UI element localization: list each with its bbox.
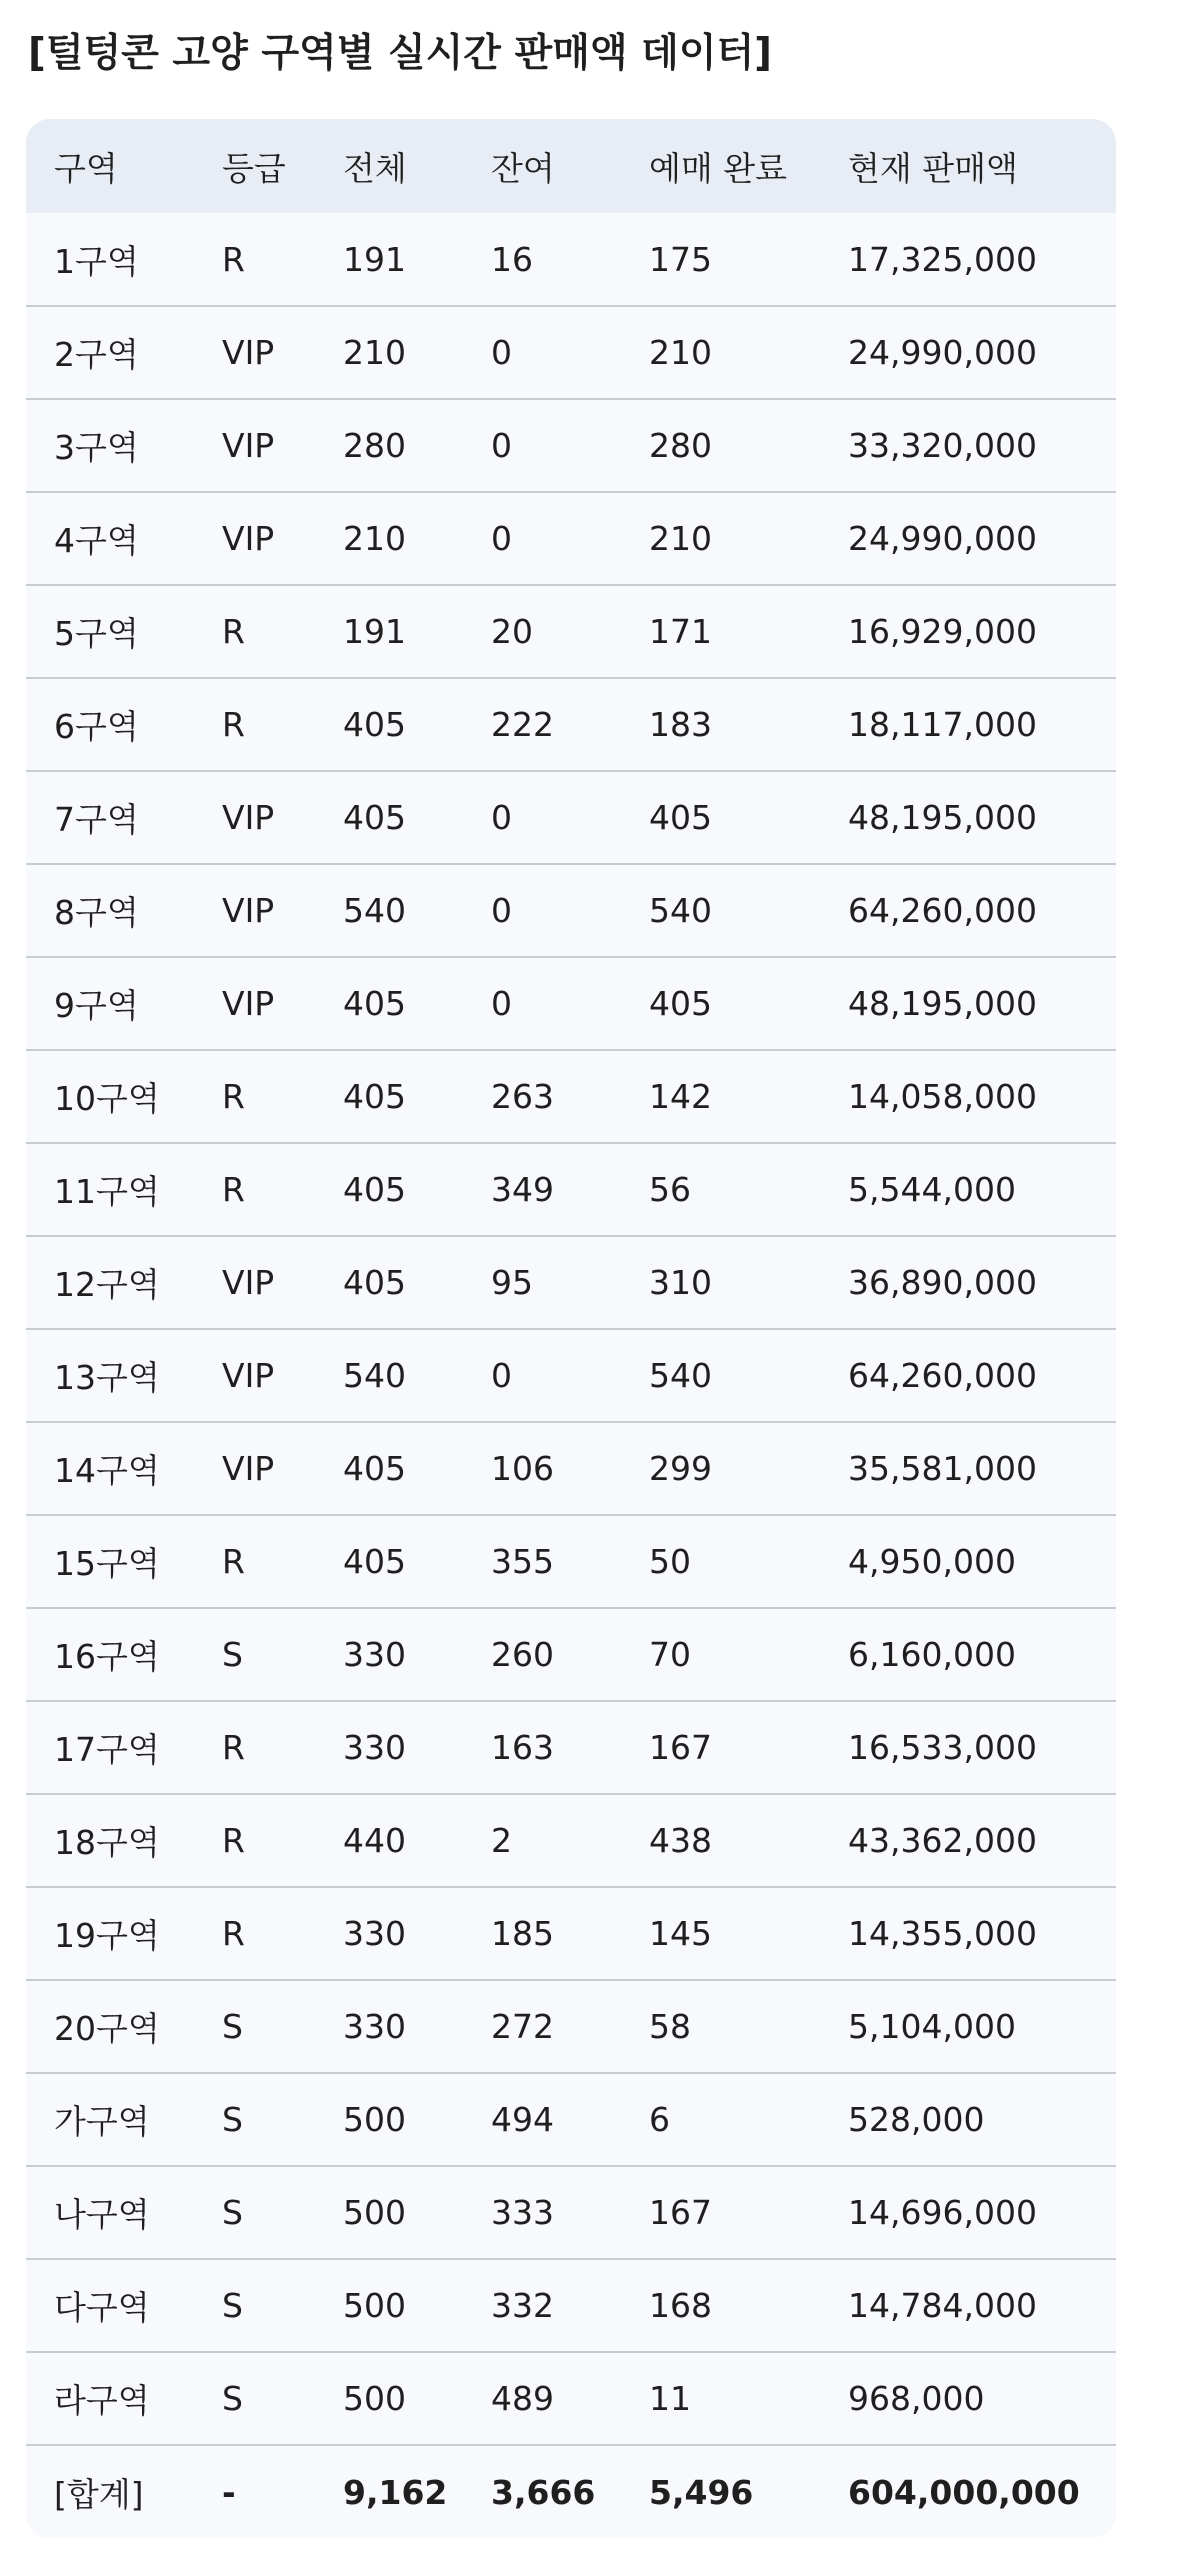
- cell-current-sales: 5,104,000: [848, 2007, 1016, 2046]
- table-row: [26, 1236, 1116, 1329]
- cell-grade: S: [222, 2100, 243, 2139]
- table-row: [26, 1794, 1116, 1887]
- cell-remaining: 163: [491, 1728, 554, 1767]
- cell-remaining: 16: [491, 239, 533, 279]
- cell-grade: R: [222, 1821, 245, 1860]
- cell-current-sales: 16,533,000: [848, 1728, 1037, 1767]
- cell-zone: 가구역: [54, 2102, 150, 2141]
- cell-booked: 210: [649, 333, 712, 372]
- cell-remaining: 355: [491, 1542, 554, 1581]
- cell-total: 405: [343, 1263, 406, 1302]
- total-cell-grade: -: [222, 2472, 236, 2512]
- table-row: [26, 1608, 1116, 1701]
- cell-zone: 19구역: [54, 1916, 160, 1955]
- header-total: 전체: [343, 148, 407, 188]
- cell-total: 191: [343, 239, 406, 279]
- table-row: [26, 2166, 1116, 2259]
- table-row: [26, 492, 1116, 585]
- cell-booked: 540: [649, 891, 712, 930]
- cell-total: 405: [343, 1170, 406, 1209]
- cell-grade: S: [222, 2286, 243, 2325]
- cell-booked: 167: [649, 1728, 712, 1767]
- cell-booked: 168: [649, 2286, 712, 2325]
- table-row: [26, 2259, 1116, 2352]
- cell-booked: 171: [649, 612, 712, 651]
- cell-grade: VIP: [222, 984, 275, 1023]
- cell-booked: 310: [649, 1263, 712, 1302]
- cell-grade: VIP: [222, 333, 275, 372]
- cell-grade: R: [222, 612, 245, 651]
- total-row: [26, 2445, 1116, 2538]
- cell-total: 440: [343, 1821, 406, 1860]
- table-row: [26, 864, 1116, 957]
- cell-remaining: 106: [491, 1449, 554, 1488]
- cell-remaining: 0: [491, 1356, 512, 1395]
- cell-zone: 18구역: [54, 1823, 160, 1862]
- cell-zone: 12구역: [54, 1265, 160, 1304]
- cell-remaining: 494: [491, 2100, 554, 2139]
- cell-grade: VIP: [222, 519, 275, 558]
- cell-remaining: 0: [491, 426, 512, 465]
- cell-booked: 438: [649, 1821, 712, 1860]
- total-cell-remaining: 3,666: [491, 2472, 596, 2512]
- page-title: [털텅콘 고양 구역별 실시간 판매액 데이터]: [28, 31, 772, 76]
- table-row: [26, 1329, 1116, 1422]
- cell-current-sales: 33,320,000: [848, 426, 1037, 465]
- cell-remaining: 0: [491, 984, 512, 1023]
- cell-remaining: 2: [491, 1821, 512, 1860]
- cell-total: 540: [343, 1356, 406, 1395]
- cell-grade: R: [222, 1170, 245, 1209]
- cell-total: 500: [343, 2193, 406, 2232]
- table-body: [26, 213, 1116, 2538]
- table-row: [26, 771, 1116, 864]
- total-cell-current-sales: 604,000,000: [848, 2472, 1080, 2512]
- cell-total: 500: [343, 2286, 406, 2325]
- header-current-sales: 현재 판매액: [848, 148, 1018, 188]
- cell-zone: 1구역: [54, 241, 139, 281]
- table-row: [26, 1143, 1116, 1236]
- cell-total: 210: [343, 333, 406, 372]
- cell-remaining: 332: [491, 2286, 554, 2325]
- table-row: [26, 1050, 1116, 1143]
- cell-current-sales: 48,195,000: [848, 798, 1037, 837]
- cell-total: 191: [343, 612, 406, 651]
- cell-zone: 10구역: [54, 1079, 160, 1118]
- cell-zone: 나구역: [54, 2195, 150, 2234]
- cell-current-sales: 14,784,000: [848, 2286, 1037, 2325]
- cell-total: 405: [343, 798, 406, 837]
- cell-current-sales: 43,362,000: [848, 1821, 1037, 1860]
- cell-current-sales: 14,696,000: [848, 2193, 1037, 2232]
- cell-current-sales: 64,260,000: [848, 891, 1037, 930]
- cell-current-sales: 35,581,000: [848, 1449, 1037, 1488]
- cell-booked: 183: [649, 705, 712, 744]
- cell-grade: VIP: [222, 798, 275, 837]
- cell-total: 330: [343, 2007, 406, 2046]
- cell-remaining: 489: [491, 2379, 554, 2418]
- table-row: [26, 678, 1116, 771]
- cell-current-sales: 24,990,000: [848, 519, 1037, 558]
- table-row: [26, 1980, 1116, 2073]
- cell-booked: 299: [649, 1449, 712, 1488]
- cell-grade: R: [222, 705, 245, 744]
- cell-current-sales: 16,929,000: [848, 612, 1037, 651]
- header-row: [26, 119, 1116, 213]
- cell-zone: 7구역: [54, 800, 139, 839]
- header-grade: 등급: [222, 148, 286, 188]
- cell-zone: 17구역: [54, 1730, 160, 1769]
- cell-grade: VIP: [222, 1263, 275, 1302]
- cell-booked: 145: [649, 1914, 712, 1953]
- cell-grade: R: [222, 1914, 245, 1953]
- cell-zone: 11구역: [54, 1172, 160, 1211]
- cell-total: 280: [343, 426, 406, 465]
- total-cell-total: 9,162: [343, 2472, 448, 2512]
- cell-total: 405: [343, 1542, 406, 1581]
- cell-grade: VIP: [222, 1356, 275, 1395]
- cell-total: 500: [343, 2379, 406, 2418]
- cell-zone: 다구역: [54, 2288, 150, 2327]
- cell-current-sales: 14,355,000: [848, 1914, 1037, 1953]
- cell-remaining: 222: [491, 705, 554, 744]
- table-row: [26, 306, 1116, 399]
- cell-booked: 11: [649, 2379, 691, 2418]
- cell-zone: 14구역: [54, 1451, 160, 1490]
- cell-zone: 4구역: [54, 521, 139, 560]
- cell-total: 210: [343, 519, 406, 558]
- cell-remaining: 0: [491, 333, 512, 372]
- table-header: [26, 119, 1116, 213]
- cell-booked: 405: [649, 798, 712, 837]
- cell-grade: R: [222, 239, 245, 279]
- table-row: [26, 957, 1116, 1050]
- cell-current-sales: 5,544,000: [848, 1170, 1016, 1209]
- cell-zone: 13구역: [54, 1358, 160, 1397]
- cell-total: 540: [343, 891, 406, 930]
- table-row: [26, 399, 1116, 492]
- total-cell-zone: [합계]: [54, 2474, 144, 2514]
- cell-current-sales: 528,000: [848, 2100, 985, 2139]
- sales-table-container: [26, 119, 1116, 2538]
- cell-zone: 16구역: [54, 1637, 160, 1676]
- sales-table: [26, 119, 1116, 2538]
- cell-remaining: 263: [491, 1077, 554, 1116]
- cell-grade: S: [222, 2379, 243, 2418]
- cell-current-sales: 36,890,000: [848, 1263, 1037, 1302]
- cell-remaining: 349: [491, 1170, 554, 1209]
- cell-current-sales: 4,950,000: [848, 1542, 1016, 1581]
- cell-booked: 50: [649, 1542, 691, 1581]
- cell-zone: 2구역: [54, 335, 139, 374]
- cell-booked: 280: [649, 426, 712, 465]
- cell-current-sales: 968,000: [848, 2379, 985, 2418]
- cell-total: 405: [343, 1449, 406, 1488]
- cell-grade: R: [222, 1728, 245, 1767]
- table-row: [26, 2352, 1116, 2445]
- cell-zone: 20구역: [54, 2009, 160, 2048]
- table-row: [26, 1515, 1116, 1608]
- cell-zone: 라구역: [54, 2381, 150, 2420]
- header-remaining: 잔여: [491, 148, 555, 188]
- cell-booked: 56: [649, 1170, 691, 1209]
- cell-grade: R: [222, 1542, 245, 1581]
- table-row: [26, 2073, 1116, 2166]
- cell-remaining: 95: [491, 1263, 533, 1302]
- cell-total: 405: [343, 1077, 406, 1116]
- cell-zone: 8구역: [54, 893, 139, 932]
- table-row: [26, 1701, 1116, 1794]
- cell-booked: 70: [649, 1635, 691, 1674]
- cell-zone: 15구역: [54, 1544, 160, 1583]
- table-row: [26, 585, 1116, 678]
- cell-total: 330: [343, 1635, 406, 1674]
- cell-grade: R: [222, 1077, 245, 1116]
- cell-grade: S: [222, 2007, 243, 2046]
- cell-zone: 3구역: [54, 428, 139, 467]
- cell-zone: 9구역: [54, 986, 139, 1025]
- cell-current-sales: 14,058,000: [848, 1077, 1037, 1116]
- cell-current-sales: 48,195,000: [848, 984, 1037, 1023]
- cell-current-sales: 64,260,000: [848, 1356, 1037, 1395]
- cell-total: 405: [343, 984, 406, 1023]
- header-booked: 예매 완료: [649, 148, 788, 188]
- cell-grade: S: [222, 2193, 243, 2232]
- cell-booked: 540: [649, 1356, 712, 1395]
- cell-remaining: 0: [491, 798, 512, 837]
- cell-grade: S: [222, 1635, 243, 1674]
- cell-booked: 167: [649, 2193, 712, 2232]
- cell-remaining: 20: [491, 612, 533, 651]
- cell-booked: 175: [649, 239, 712, 279]
- cell-current-sales: 6,160,000: [848, 1635, 1016, 1674]
- cell-booked: 210: [649, 519, 712, 558]
- cell-current-sales: 17,325,000: [848, 239, 1037, 279]
- table-row: [26, 213, 1116, 306]
- cell-remaining: 260: [491, 1635, 554, 1674]
- cell-grade: VIP: [222, 426, 275, 465]
- total-cell-booked: 5,496: [649, 2472, 754, 2512]
- cell-remaining: 0: [491, 891, 512, 930]
- cell-zone: 5구역: [54, 614, 139, 653]
- cell-grade: VIP: [222, 891, 275, 930]
- cell-remaining: 333: [491, 2193, 554, 2232]
- cell-booked: 142: [649, 1077, 712, 1116]
- cell-total: 500: [343, 2100, 406, 2139]
- table-row: [26, 1422, 1116, 1515]
- cell-remaining: 0: [491, 519, 512, 558]
- cell-booked: 405: [649, 984, 712, 1023]
- header-zone: 구역: [54, 148, 118, 188]
- cell-remaining: 272: [491, 2007, 554, 2046]
- cell-zone: 6구역: [54, 707, 139, 746]
- table-row: [26, 1887, 1116, 1980]
- cell-total: 330: [343, 1914, 406, 1953]
- cell-current-sales: 18,117,000: [848, 705, 1037, 744]
- cell-current-sales: 24,990,000: [848, 333, 1037, 372]
- cell-booked: 6: [649, 2100, 670, 2139]
- cell-grade: VIP: [222, 1449, 275, 1488]
- cell-total: 405: [343, 705, 406, 744]
- cell-total: 330: [343, 1728, 406, 1767]
- cell-booked: 58: [649, 2007, 691, 2046]
- cell-remaining: 185: [491, 1914, 554, 1953]
